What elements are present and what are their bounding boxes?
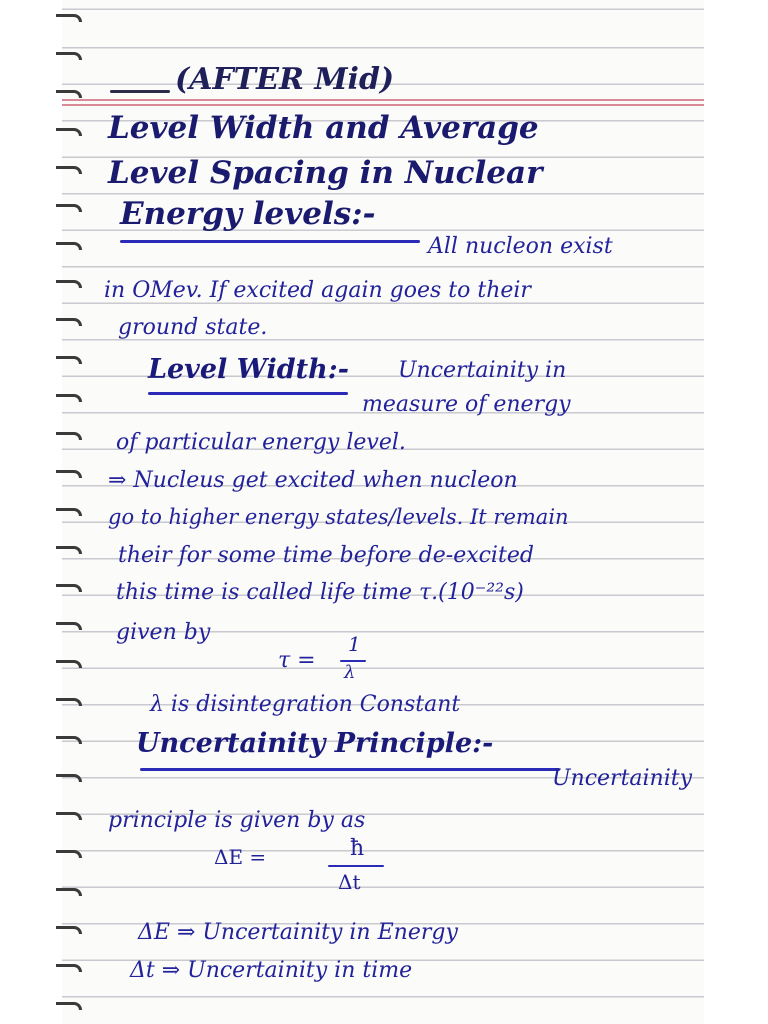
level-width-line-9: λ is disintegration Constant (150, 692, 461, 717)
spiral-coil (56, 356, 82, 364)
spiral-coil (56, 242, 82, 250)
spiral-coil (56, 204, 82, 212)
level-width-underline (148, 392, 348, 395)
spiral-coil (56, 622, 82, 630)
intro-line-3: ground state. (118, 315, 268, 340)
spiral-coil (56, 1002, 82, 1010)
spiral-coil (56, 964, 82, 972)
spiral-coil (56, 736, 82, 744)
spiral-coil (56, 850, 82, 858)
uncertainty-line-2: principle is given by as (108, 808, 366, 833)
delta-e-formula-numerator: ħ (350, 836, 365, 861)
spiral-coil (56, 318, 82, 326)
level-width-line-7: this time is called life time τ.(10⁻²²s) (116, 580, 524, 605)
spiral-coil (56, 14, 82, 22)
tau-formula-numerator: 1 (348, 632, 361, 656)
uncertainty-def-time: Δt ⇒ Uncertainity in time (130, 958, 413, 983)
delta-e-formula-lhs: ΔE = (214, 845, 267, 869)
spiral-coil (56, 698, 82, 706)
spiral-coil (56, 660, 82, 668)
spiral-coil (56, 128, 82, 136)
level-width-label: Level Width:- (148, 354, 349, 385)
level-width-line-5: go to higher energy states/levels. It remain (108, 505, 569, 529)
spiral-binding (56, 0, 86, 1024)
intro-line-2: in OMev. If excited again goes to their (104, 278, 531, 303)
heading-underline (120, 240, 420, 243)
level-width-line-6: their for some time before de-excited (118, 543, 534, 568)
spiral-coil (56, 166, 82, 174)
level-width-line-8: given by (116, 620, 211, 645)
level-width-line-3: of particular energy level. (116, 430, 406, 455)
heading-line-1: Level Width and Average (108, 110, 539, 146)
heading-line-3: Energy levels:- (120, 196, 376, 232)
spiral-coil (56, 546, 82, 554)
level-width-line-4: ⇒ Nucleus get excited when nucleon (108, 468, 518, 493)
spiral-coil (56, 584, 82, 592)
level-width-line-2: measure of energy (362, 392, 571, 417)
uncertainty-label: Uncertainity Principle:- (136, 728, 494, 759)
spiral-coil (56, 432, 82, 440)
spiral-coil (56, 812, 82, 820)
tau-formula-lhs: τ = (278, 648, 316, 673)
spiral-coil (56, 394, 82, 402)
spiral-coil (56, 926, 82, 934)
spiral-coil (56, 52, 82, 60)
title-dash-left (110, 90, 170, 93)
margin-line-bottom (62, 104, 704, 106)
uncertainty-underline (140, 768, 560, 771)
spiral-coil (56, 888, 82, 896)
delta-e-formula-denominator: Δt (338, 870, 361, 894)
heading-line-2: Level Spacing in Nuclear (108, 155, 543, 191)
level-width-line-1: Uncertainity in (398, 358, 567, 383)
tau-formula-denominator: λ (344, 662, 356, 683)
spiral-coil (56, 508, 82, 516)
spiral-coil (56, 774, 82, 782)
margin-line-top (62, 99, 704, 101)
delta-e-formula-bar (328, 865, 384, 867)
spiral-coil (56, 90, 82, 98)
uncertainty-def-energy: ΔE ⇒ Uncertainity in Energy (138, 920, 458, 945)
spiral-coil (56, 280, 82, 288)
intro-line-1: All nucleon exist (428, 234, 613, 259)
uncertainty-line-1: Uncertainity (552, 766, 693, 791)
page-title: (AFTER Mid) (175, 62, 395, 97)
spiral-coil (56, 470, 82, 478)
